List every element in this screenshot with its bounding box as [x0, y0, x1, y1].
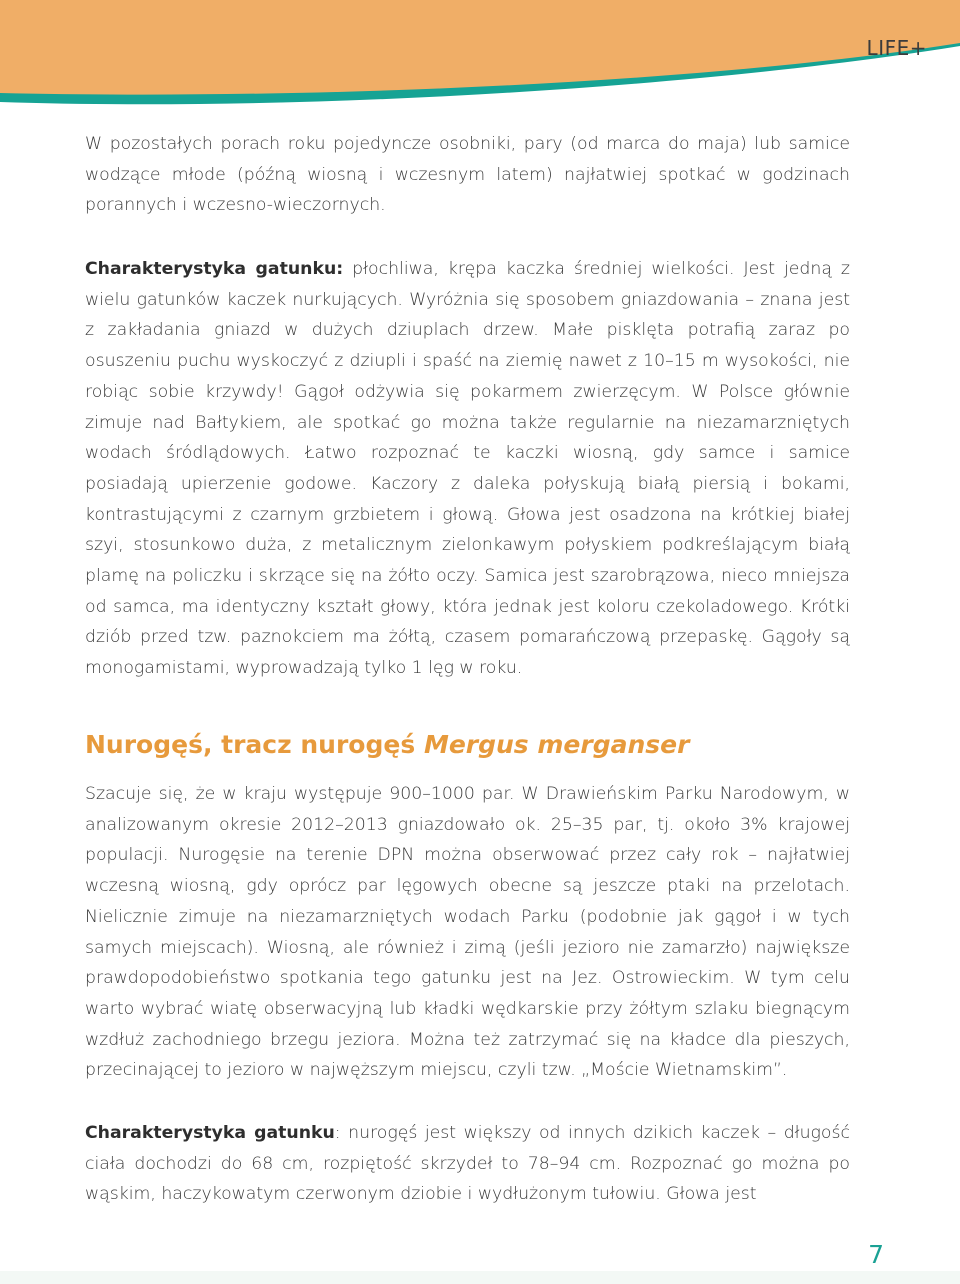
- paragraph-merganser-population-text: Szacuje się, że w kraju występuje 900–1000 par. W Drawieńskim Parku Narodowym, w analizowanym okresie 2012–2013 gniazdowało ok. 25–35 par, tj. około 3% krajowej populacji. Nurogęsie na terenie DPN można obserwować przez cały rok – najłatwiej wczesną wiosną, gdy oprócz par lęgowych obecne są jeszcze ptaki na przelotach. Nielicznie zimuje na niezamarzniętych wodach Parku (podobnie jak gągoł i w tych samych miejscach). Wiosną, ale również i zimą (jeśli jezioro nie zamarzło) największe prawdopodobieństwo spotkania tego gatunku jest na Jez. Ostrowieckim. W tym celu warto wybrać wiatę obserwacyjną lub kładki wędkarskie przy żółtym szlaku biegnącym wzdłuż zachodniego brzegu jeziora. Można też zatrzymać się na kładce dla pieszych, przecinającej to jezioro w najwęższym miejscu, czyli tzw. „Moście Wietnamskim”.: [85, 784, 850, 1081]
- footer-band: [0, 1271, 960, 1284]
- section-heading-common-name: Nurogęś, tracz nurogęś: [85, 730, 416, 759]
- paragraph-intro: [85, 129, 850, 221]
- header-label: LIFE+: [866, 36, 927, 60]
- characteristics-text: płochliwa, krępa kaczka średniej wielkości. Jest jedną z wielu gatunków kaczek nurkujących. Wyróżnia się sposobem gniazdowania – znana jest z zakładania gniazd w dużych dziuplach drzew. Małe pisklęta potrafią zaraz po osuszeniu puchu wyskoczyć z dziupli i spaść na ziemię nawet z 10–15 m wysokości, nie robiąc sobie krzywdy! Gągoł odżywia się pokarmem zwierzęcym. W Polsce głównie zimuje nad Bałtykiem, ale spotkać go można także regularnie na niezamarzniętych wodach śródlądowych. Łatwo rozpoznać te kaczki wiosną, gdy samce i samice posiadają upierzenie godowe. Kaczory z daleka połyskują białą piersią i bokami, kontrastującymi z czarnym grzbietem i głową. Głowa jest osadzona na krótkiej białej szyi, stosunkowo duża, z metalicznym zielonkawym połyskiem podkreślającym białą plamę na policzku i skrzące się na żółto oczy. Samica jest szarobrązowa, nieco mniejsza od samca, ma identyczny kształt głowy, która jednak jest koloru czekoladowego. Krótki dziób przed tzw. paznokciem ma żółtą, czasem pomarańczową przepaskę. Gągoły są monogamistami, wyprowadzają tylko 1 lęg w roku.: [85, 259, 850, 679]
- paragraph-characteristics-merganser: [85, 1118, 850, 1210]
- characteristics-label: Charakterystyka gatunku:: [85, 259, 344, 279]
- characteristics-text-merganser: : nurogęś jest większy od innych dzikich kaczek – długość ciała dochodzi do 68 cm, rozpiętość skrzydeł to 78–94 cm. Rozpoznać go można po wąskim, haczykowatym czerwonym dziobie i wydłużonym tułowiu. Głowa jest: [85, 1123, 850, 1205]
- section-heading-latin-name: Mergus merganser: [423, 730, 690, 759]
- header-orange-wave: [0, 0, 960, 95]
- page-number: 7: [868, 1240, 884, 1269]
- header-band: [0, 0, 960, 115]
- paragraph-intro-text: W pozostałych porach roku pojedyncze osobniki, pary (od marca do maja) lub samice wodzące młode (późną wiosną i wczesnym latem) najłatwiej spotkać w godzinach porannych i wczesno-wieczornych.: [85, 134, 850, 216]
- paragraph-characteristics-goldeneye: [85, 254, 850, 684]
- characteristics-label-merganser: Charakterystyka gatunku: [85, 1123, 335, 1143]
- section-heading: [85, 730, 689, 759]
- paragraph-merganser-population: [85, 779, 850, 1086]
